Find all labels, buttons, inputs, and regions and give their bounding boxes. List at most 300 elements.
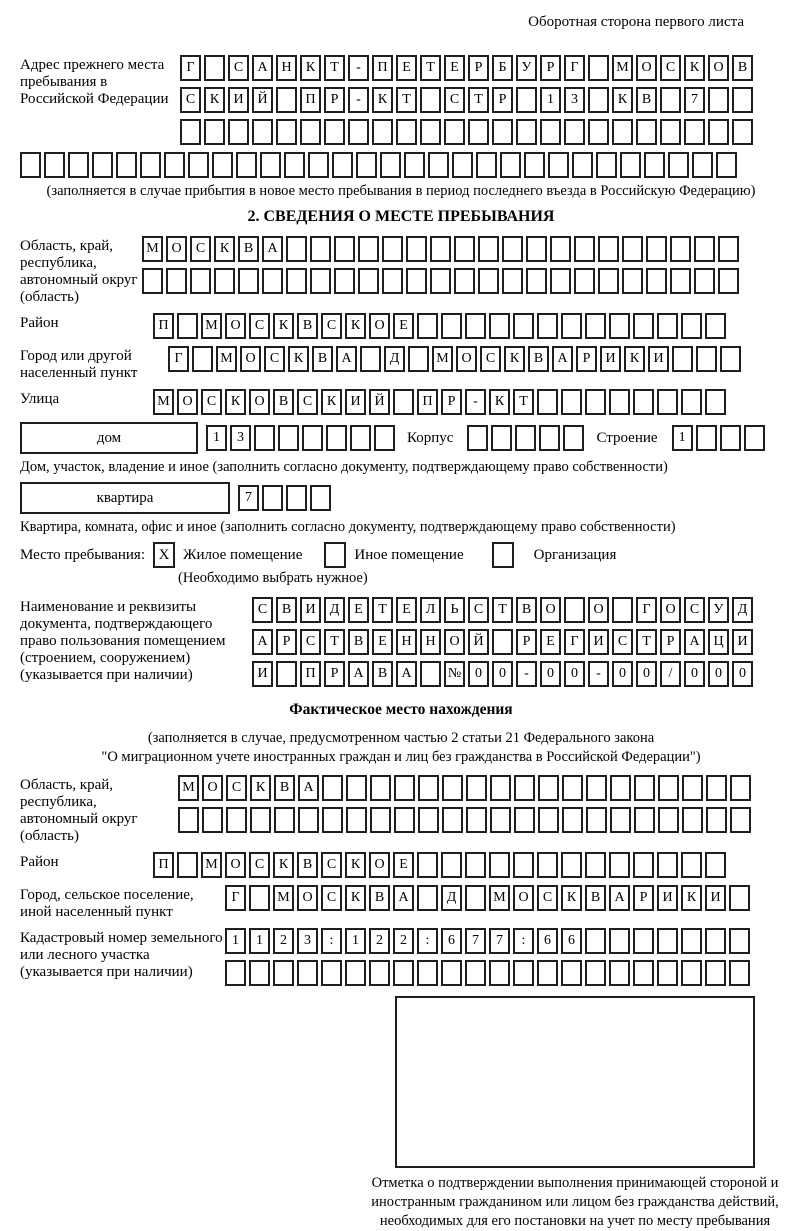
char-cell[interactable]	[358, 236, 379, 262]
char-cell[interactable]	[562, 807, 583, 833]
char-cell[interactable]	[696, 425, 717, 451]
char-cell[interactable]: Г	[564, 55, 585, 81]
char-cell[interactable]	[586, 807, 607, 833]
char-cell[interactable]: О	[202, 775, 223, 801]
char-cell[interactable]	[466, 775, 487, 801]
char-cell[interactable]: Д	[384, 346, 405, 372]
char-cell[interactable]: Г	[168, 346, 189, 372]
char-cell[interactable]	[204, 55, 225, 81]
char-cell[interactable]: :	[513, 928, 534, 954]
char-cell[interactable]: Р	[492, 87, 513, 113]
char-cell[interactable]: О	[166, 236, 187, 262]
char-cell[interactable]: Р	[324, 87, 345, 113]
char-cell[interactable]: Д	[732, 597, 753, 623]
char-cell[interactable]	[177, 852, 198, 878]
char-cell[interactable]: М	[489, 885, 510, 911]
char-cell[interactable]	[706, 775, 727, 801]
char-cell[interactable]: 6	[441, 928, 462, 954]
char-cell[interactable]: Е	[444, 55, 465, 81]
char-cell[interactable]: Й	[468, 629, 489, 655]
char-cell[interactable]	[561, 960, 582, 986]
char-cell[interactable]: С	[264, 346, 285, 372]
char-cell[interactable]	[489, 313, 510, 339]
char-cell[interactable]: В	[273, 389, 294, 415]
char-cell[interactable]	[310, 236, 331, 262]
char-cell[interactable]	[526, 236, 547, 262]
char-cell[interactable]: С	[252, 597, 273, 623]
char-cell[interactable]	[226, 807, 247, 833]
char-cell[interactable]	[609, 928, 630, 954]
char-cell[interactable]: Р	[441, 389, 462, 415]
char-cell[interactable]	[633, 313, 654, 339]
char-cell[interactable]: А	[252, 55, 273, 81]
char-cell[interactable]: К	[612, 87, 633, 113]
char-cell[interactable]: 0	[612, 661, 633, 687]
char-cell[interactable]	[585, 313, 606, 339]
char-cell[interactable]	[696, 346, 717, 372]
char-cell[interactable]	[668, 152, 689, 178]
char-cell[interactable]	[705, 928, 726, 954]
char-cell[interactable]: О	[588, 597, 609, 623]
char-cell[interactable]	[190, 268, 211, 294]
char-cell[interactable]	[492, 119, 513, 145]
char-cell[interactable]	[308, 152, 329, 178]
char-cell[interactable]	[178, 807, 199, 833]
char-cell[interactable]: П	[153, 313, 174, 339]
char-cell[interactable]: -	[348, 87, 369, 113]
char-cell[interactable]: А	[552, 346, 573, 372]
char-cell[interactable]: С	[300, 629, 321, 655]
char-cell[interactable]: К	[345, 885, 366, 911]
char-cell[interactable]	[585, 852, 606, 878]
char-cell[interactable]	[670, 268, 691, 294]
char-cell[interactable]	[214, 268, 235, 294]
char-cell[interactable]: Н	[420, 629, 441, 655]
char-cell[interactable]	[562, 775, 583, 801]
char-cell[interactable]	[252, 119, 273, 145]
char-cell[interactable]: И	[732, 629, 753, 655]
char-cell[interactable]: 0	[492, 661, 513, 687]
char-cell[interactable]	[550, 268, 571, 294]
char-cell[interactable]	[633, 960, 654, 986]
char-cell[interactable]: А	[336, 346, 357, 372]
char-cell[interactable]	[260, 152, 281, 178]
char-cell[interactable]	[406, 268, 427, 294]
char-cell[interactable]	[406, 236, 427, 262]
char-cell[interactable]	[262, 268, 283, 294]
char-cell[interactable]: О	[369, 852, 390, 878]
char-cell[interactable]	[681, 852, 702, 878]
char-cell[interactable]: С	[190, 236, 211, 262]
char-cell[interactable]	[262, 485, 283, 511]
char-cell[interactable]: К	[624, 346, 645, 372]
char-cell[interactable]	[346, 807, 367, 833]
char-cell[interactable]: 6	[537, 928, 558, 954]
char-cell[interactable]: В	[369, 885, 390, 911]
char-cell[interactable]	[681, 960, 702, 986]
char-cell[interactable]	[274, 807, 295, 833]
char-cell[interactable]: 3	[564, 87, 585, 113]
char-cell[interactable]	[254, 425, 275, 451]
char-cell[interactable]	[633, 928, 654, 954]
char-cell[interactable]: У	[516, 55, 537, 81]
char-cell[interactable]	[537, 313, 558, 339]
char-cell[interactable]: Ь	[444, 597, 465, 623]
char-cell[interactable]	[441, 960, 462, 986]
char-cell[interactable]	[716, 152, 737, 178]
char-cell[interactable]: 0	[708, 661, 729, 687]
char-cell[interactable]: Р	[660, 629, 681, 655]
char-cell[interactable]: Л	[420, 597, 441, 623]
char-cell[interactable]	[202, 807, 223, 833]
char-cell[interactable]	[92, 152, 113, 178]
char-cell[interactable]	[646, 236, 667, 262]
char-cell[interactable]	[454, 268, 475, 294]
char-cell[interactable]	[718, 236, 739, 262]
char-cell[interactable]	[44, 152, 65, 178]
char-cell[interactable]: И	[588, 629, 609, 655]
char-cell[interactable]	[212, 152, 233, 178]
char-cell[interactable]	[476, 152, 497, 178]
char-cell[interactable]	[610, 807, 631, 833]
char-cell[interactable]	[598, 236, 619, 262]
char-cell[interactable]	[284, 152, 305, 178]
char-cell[interactable]	[585, 928, 606, 954]
char-cell[interactable]	[348, 119, 369, 145]
char-cell[interactable]	[396, 119, 417, 145]
char-cell[interactable]: С	[226, 775, 247, 801]
dom-field[interactable]: дом	[20, 422, 198, 454]
char-cell[interactable]	[490, 775, 511, 801]
char-cell[interactable]: С	[468, 597, 489, 623]
char-cell[interactable]	[417, 852, 438, 878]
char-cell[interactable]	[672, 346, 693, 372]
char-cell[interactable]	[564, 597, 585, 623]
char-cell[interactable]: 1	[225, 928, 246, 954]
char-cell[interactable]: К	[273, 313, 294, 339]
char-cell[interactable]: Т	[324, 55, 345, 81]
char-cell[interactable]	[418, 807, 439, 833]
char-cell[interactable]: А	[262, 236, 283, 262]
char-cell[interactable]: У	[708, 597, 729, 623]
char-cell[interactable]	[420, 119, 441, 145]
char-cell[interactable]	[682, 775, 703, 801]
char-cell[interactable]: К	[204, 87, 225, 113]
char-cell[interactable]: 0	[468, 661, 489, 687]
char-cell[interactable]	[326, 425, 347, 451]
char-cell[interactable]	[596, 152, 617, 178]
char-cell[interactable]: К	[504, 346, 525, 372]
char-cell[interactable]: О	[177, 389, 198, 415]
char-cell[interactable]: 6	[561, 928, 582, 954]
char-cell[interactable]	[633, 389, 654, 415]
char-cell[interactable]	[430, 236, 451, 262]
char-cell[interactable]: Д	[441, 885, 462, 911]
char-cell[interactable]	[729, 960, 750, 986]
char-cell[interactable]: В	[528, 346, 549, 372]
char-cell[interactable]: С	[612, 629, 633, 655]
char-cell[interactable]	[561, 389, 582, 415]
char-cell[interactable]	[550, 236, 571, 262]
char-cell[interactable]	[561, 313, 582, 339]
char-cell[interactable]	[286, 268, 307, 294]
char-cell[interactable]: 3	[230, 425, 251, 451]
char-cell[interactable]	[393, 960, 414, 986]
char-cell[interactable]: К	[345, 852, 366, 878]
char-cell[interactable]: М	[216, 346, 237, 372]
char-cell[interactable]: 0	[732, 661, 753, 687]
char-cell[interactable]	[322, 775, 343, 801]
char-cell[interactable]	[428, 152, 449, 178]
char-cell[interactable]	[300, 119, 321, 145]
char-cell[interactable]	[177, 313, 198, 339]
char-cell[interactable]	[491, 425, 512, 451]
char-cell[interactable]: Р	[540, 55, 561, 81]
char-cell[interactable]: С	[684, 597, 705, 623]
char-cell[interactable]: О	[225, 852, 246, 878]
char-cell[interactable]	[164, 152, 185, 178]
char-cell[interactable]: В	[297, 852, 318, 878]
char-cell[interactable]	[370, 807, 391, 833]
char-cell[interactable]	[681, 313, 702, 339]
char-cell[interactable]: П	[417, 389, 438, 415]
char-cell[interactable]: И	[228, 87, 249, 113]
char-cell[interactable]: В	[274, 775, 295, 801]
char-cell[interactable]: Е	[540, 629, 561, 655]
char-cell[interactable]	[334, 268, 355, 294]
kvartira-field[interactable]: квартира	[20, 482, 230, 514]
char-cell[interactable]: Е	[393, 852, 414, 878]
char-cell[interactable]	[236, 152, 257, 178]
char-cell[interactable]: И	[648, 346, 669, 372]
char-cell[interactable]: Е	[372, 629, 393, 655]
char-cell[interactable]	[454, 236, 475, 262]
char-cell[interactable]	[612, 597, 633, 623]
char-cell[interactable]: О	[225, 313, 246, 339]
char-cell[interactable]: :	[321, 928, 342, 954]
char-cell[interactable]	[310, 485, 331, 511]
char-cell[interactable]	[644, 152, 665, 178]
char-cell[interactable]	[694, 236, 715, 262]
char-cell[interactable]: И	[600, 346, 621, 372]
char-cell[interactable]	[730, 775, 751, 801]
char-cell[interactable]	[706, 807, 727, 833]
char-cell[interactable]	[380, 152, 401, 178]
char-cell[interactable]	[657, 313, 678, 339]
char-cell[interactable]: Г	[225, 885, 246, 911]
char-cell[interactable]	[358, 268, 379, 294]
char-cell[interactable]	[681, 928, 702, 954]
char-cell[interactable]: /	[660, 661, 681, 687]
char-cell[interactable]	[404, 152, 425, 178]
char-cell[interactable]: С	[249, 852, 270, 878]
char-cell[interactable]	[408, 346, 429, 372]
char-cell[interactable]	[636, 119, 657, 145]
char-cell[interactable]: О	[297, 885, 318, 911]
char-cell[interactable]	[539, 425, 560, 451]
char-cell[interactable]	[634, 775, 655, 801]
char-cell[interactable]: П	[300, 661, 321, 687]
char-cell[interactable]	[430, 268, 451, 294]
char-cell[interactable]	[374, 425, 395, 451]
char-cell[interactable]: К	[250, 775, 271, 801]
char-cell[interactable]: 0	[540, 661, 561, 687]
char-cell[interactable]: К	[288, 346, 309, 372]
char-cell[interactable]	[537, 960, 558, 986]
char-cell[interactable]: О	[708, 55, 729, 81]
char-cell[interactable]: С	[297, 389, 318, 415]
char-cell[interactable]: А	[298, 775, 319, 801]
char-cell[interactable]: К	[225, 389, 246, 415]
char-cell[interactable]	[513, 852, 534, 878]
char-cell[interactable]: А	[684, 629, 705, 655]
char-cell[interactable]: М	[612, 55, 633, 81]
char-cell[interactable]: С	[201, 389, 222, 415]
char-cell[interactable]	[538, 775, 559, 801]
char-cell[interactable]	[310, 268, 331, 294]
char-cell[interactable]: И	[345, 389, 366, 415]
char-cell[interactable]: В	[516, 597, 537, 623]
char-cell[interactable]: К	[321, 389, 342, 415]
char-cell[interactable]	[276, 661, 297, 687]
char-cell[interactable]: С	[180, 87, 201, 113]
char-cell[interactable]	[116, 152, 137, 178]
char-cell[interactable]	[276, 87, 297, 113]
char-cell[interactable]	[322, 807, 343, 833]
char-cell[interactable]	[660, 87, 681, 113]
char-cell[interactable]: Ц	[708, 629, 729, 655]
char-cell[interactable]	[720, 425, 741, 451]
char-cell[interactable]: С	[321, 313, 342, 339]
char-cell[interactable]	[572, 152, 593, 178]
char-cell[interactable]	[192, 346, 213, 372]
char-cell[interactable]	[620, 152, 641, 178]
char-cell[interactable]	[708, 87, 729, 113]
char-cell[interactable]	[489, 960, 510, 986]
char-cell[interactable]	[417, 885, 438, 911]
char-cell[interactable]: В	[732, 55, 753, 81]
char-cell[interactable]	[297, 960, 318, 986]
char-cell[interactable]: М	[432, 346, 453, 372]
char-cell[interactable]	[598, 268, 619, 294]
char-cell[interactable]	[657, 852, 678, 878]
char-cell[interactable]: О	[369, 313, 390, 339]
char-cell[interactable]	[465, 885, 486, 911]
char-cell[interactable]: М	[178, 775, 199, 801]
char-cell[interactable]: К	[489, 389, 510, 415]
char-cell[interactable]	[634, 807, 655, 833]
char-cell[interactable]	[513, 313, 534, 339]
char-cell[interactable]: С	[444, 87, 465, 113]
char-cell[interactable]: Т	[372, 597, 393, 623]
char-cell[interactable]	[286, 236, 307, 262]
char-cell[interactable]	[346, 775, 367, 801]
char-cell[interactable]	[515, 425, 536, 451]
char-cell[interactable]	[705, 960, 726, 986]
char-cell[interactable]	[369, 960, 390, 986]
char-cell[interactable]	[646, 268, 667, 294]
char-cell[interactable]	[465, 852, 486, 878]
char-cell[interactable]: О	[636, 55, 657, 81]
char-cell[interactable]: 7	[465, 928, 486, 954]
char-cell[interactable]	[228, 119, 249, 145]
char-cell[interactable]	[586, 775, 607, 801]
char-cell[interactable]	[692, 152, 713, 178]
char-cell[interactable]	[609, 389, 630, 415]
char-cell[interactable]	[612, 119, 633, 145]
char-cell[interactable]	[452, 152, 473, 178]
char-cell[interactable]: 1	[672, 425, 693, 451]
char-cell[interactable]: В	[238, 236, 259, 262]
char-cell[interactable]	[538, 807, 559, 833]
char-cell[interactable]: К	[273, 852, 294, 878]
char-cell[interactable]: 2	[369, 928, 390, 954]
char-cell[interactable]	[744, 425, 765, 451]
char-cell[interactable]: Б	[492, 55, 513, 81]
char-cell[interactable]: М	[142, 236, 163, 262]
char-cell[interactable]	[514, 807, 535, 833]
char-cell[interactable]	[708, 119, 729, 145]
char-cell[interactable]	[729, 885, 750, 911]
char-cell[interactable]	[574, 236, 595, 262]
char-cell[interactable]: В	[636, 87, 657, 113]
char-cell[interactable]	[478, 236, 499, 262]
char-cell[interactable]: К	[300, 55, 321, 81]
char-cell[interactable]	[250, 807, 271, 833]
char-cell[interactable]: С	[480, 346, 501, 372]
char-cell[interactable]: К	[681, 885, 702, 911]
char-cell[interactable]	[694, 268, 715, 294]
char-cell[interactable]: Р	[576, 346, 597, 372]
char-cell[interactable]: И	[657, 885, 678, 911]
char-cell[interactable]: Т	[468, 87, 489, 113]
char-cell[interactable]	[321, 960, 342, 986]
char-cell[interactable]	[273, 960, 294, 986]
char-cell[interactable]	[705, 389, 726, 415]
char-cell[interactable]: Т	[513, 389, 534, 415]
char-cell[interactable]: -	[588, 661, 609, 687]
char-cell[interactable]	[249, 960, 270, 986]
char-cell[interactable]	[681, 389, 702, 415]
char-cell[interactable]: К	[684, 55, 705, 81]
char-cell[interactable]: М	[273, 885, 294, 911]
char-cell[interactable]	[705, 852, 726, 878]
char-cell[interactable]: Р	[633, 885, 654, 911]
char-cell[interactable]	[526, 268, 547, 294]
char-cell[interactable]: Е	[348, 597, 369, 623]
char-cell[interactable]: Й	[369, 389, 390, 415]
char-cell[interactable]: 0	[684, 661, 705, 687]
char-cell[interactable]	[188, 152, 209, 178]
char-cell[interactable]	[516, 87, 537, 113]
char-cell[interactable]: А	[252, 629, 273, 655]
char-cell[interactable]: Т	[492, 597, 513, 623]
char-cell[interactable]	[588, 119, 609, 145]
char-cell[interactable]	[609, 852, 630, 878]
char-cell[interactable]: И	[705, 885, 726, 911]
char-cell[interactable]	[489, 852, 510, 878]
char-cell[interactable]: 1	[206, 425, 227, 451]
char-cell[interactable]	[478, 268, 499, 294]
char-cell[interactable]: П	[372, 55, 393, 81]
char-cell[interactable]	[441, 313, 462, 339]
char-cell[interactable]	[658, 775, 679, 801]
char-cell[interactable]: 1	[249, 928, 270, 954]
char-cell[interactable]	[417, 960, 438, 986]
char-cell[interactable]: Т	[636, 629, 657, 655]
char-cell[interactable]	[356, 152, 377, 178]
char-cell[interactable]: Р	[276, 629, 297, 655]
